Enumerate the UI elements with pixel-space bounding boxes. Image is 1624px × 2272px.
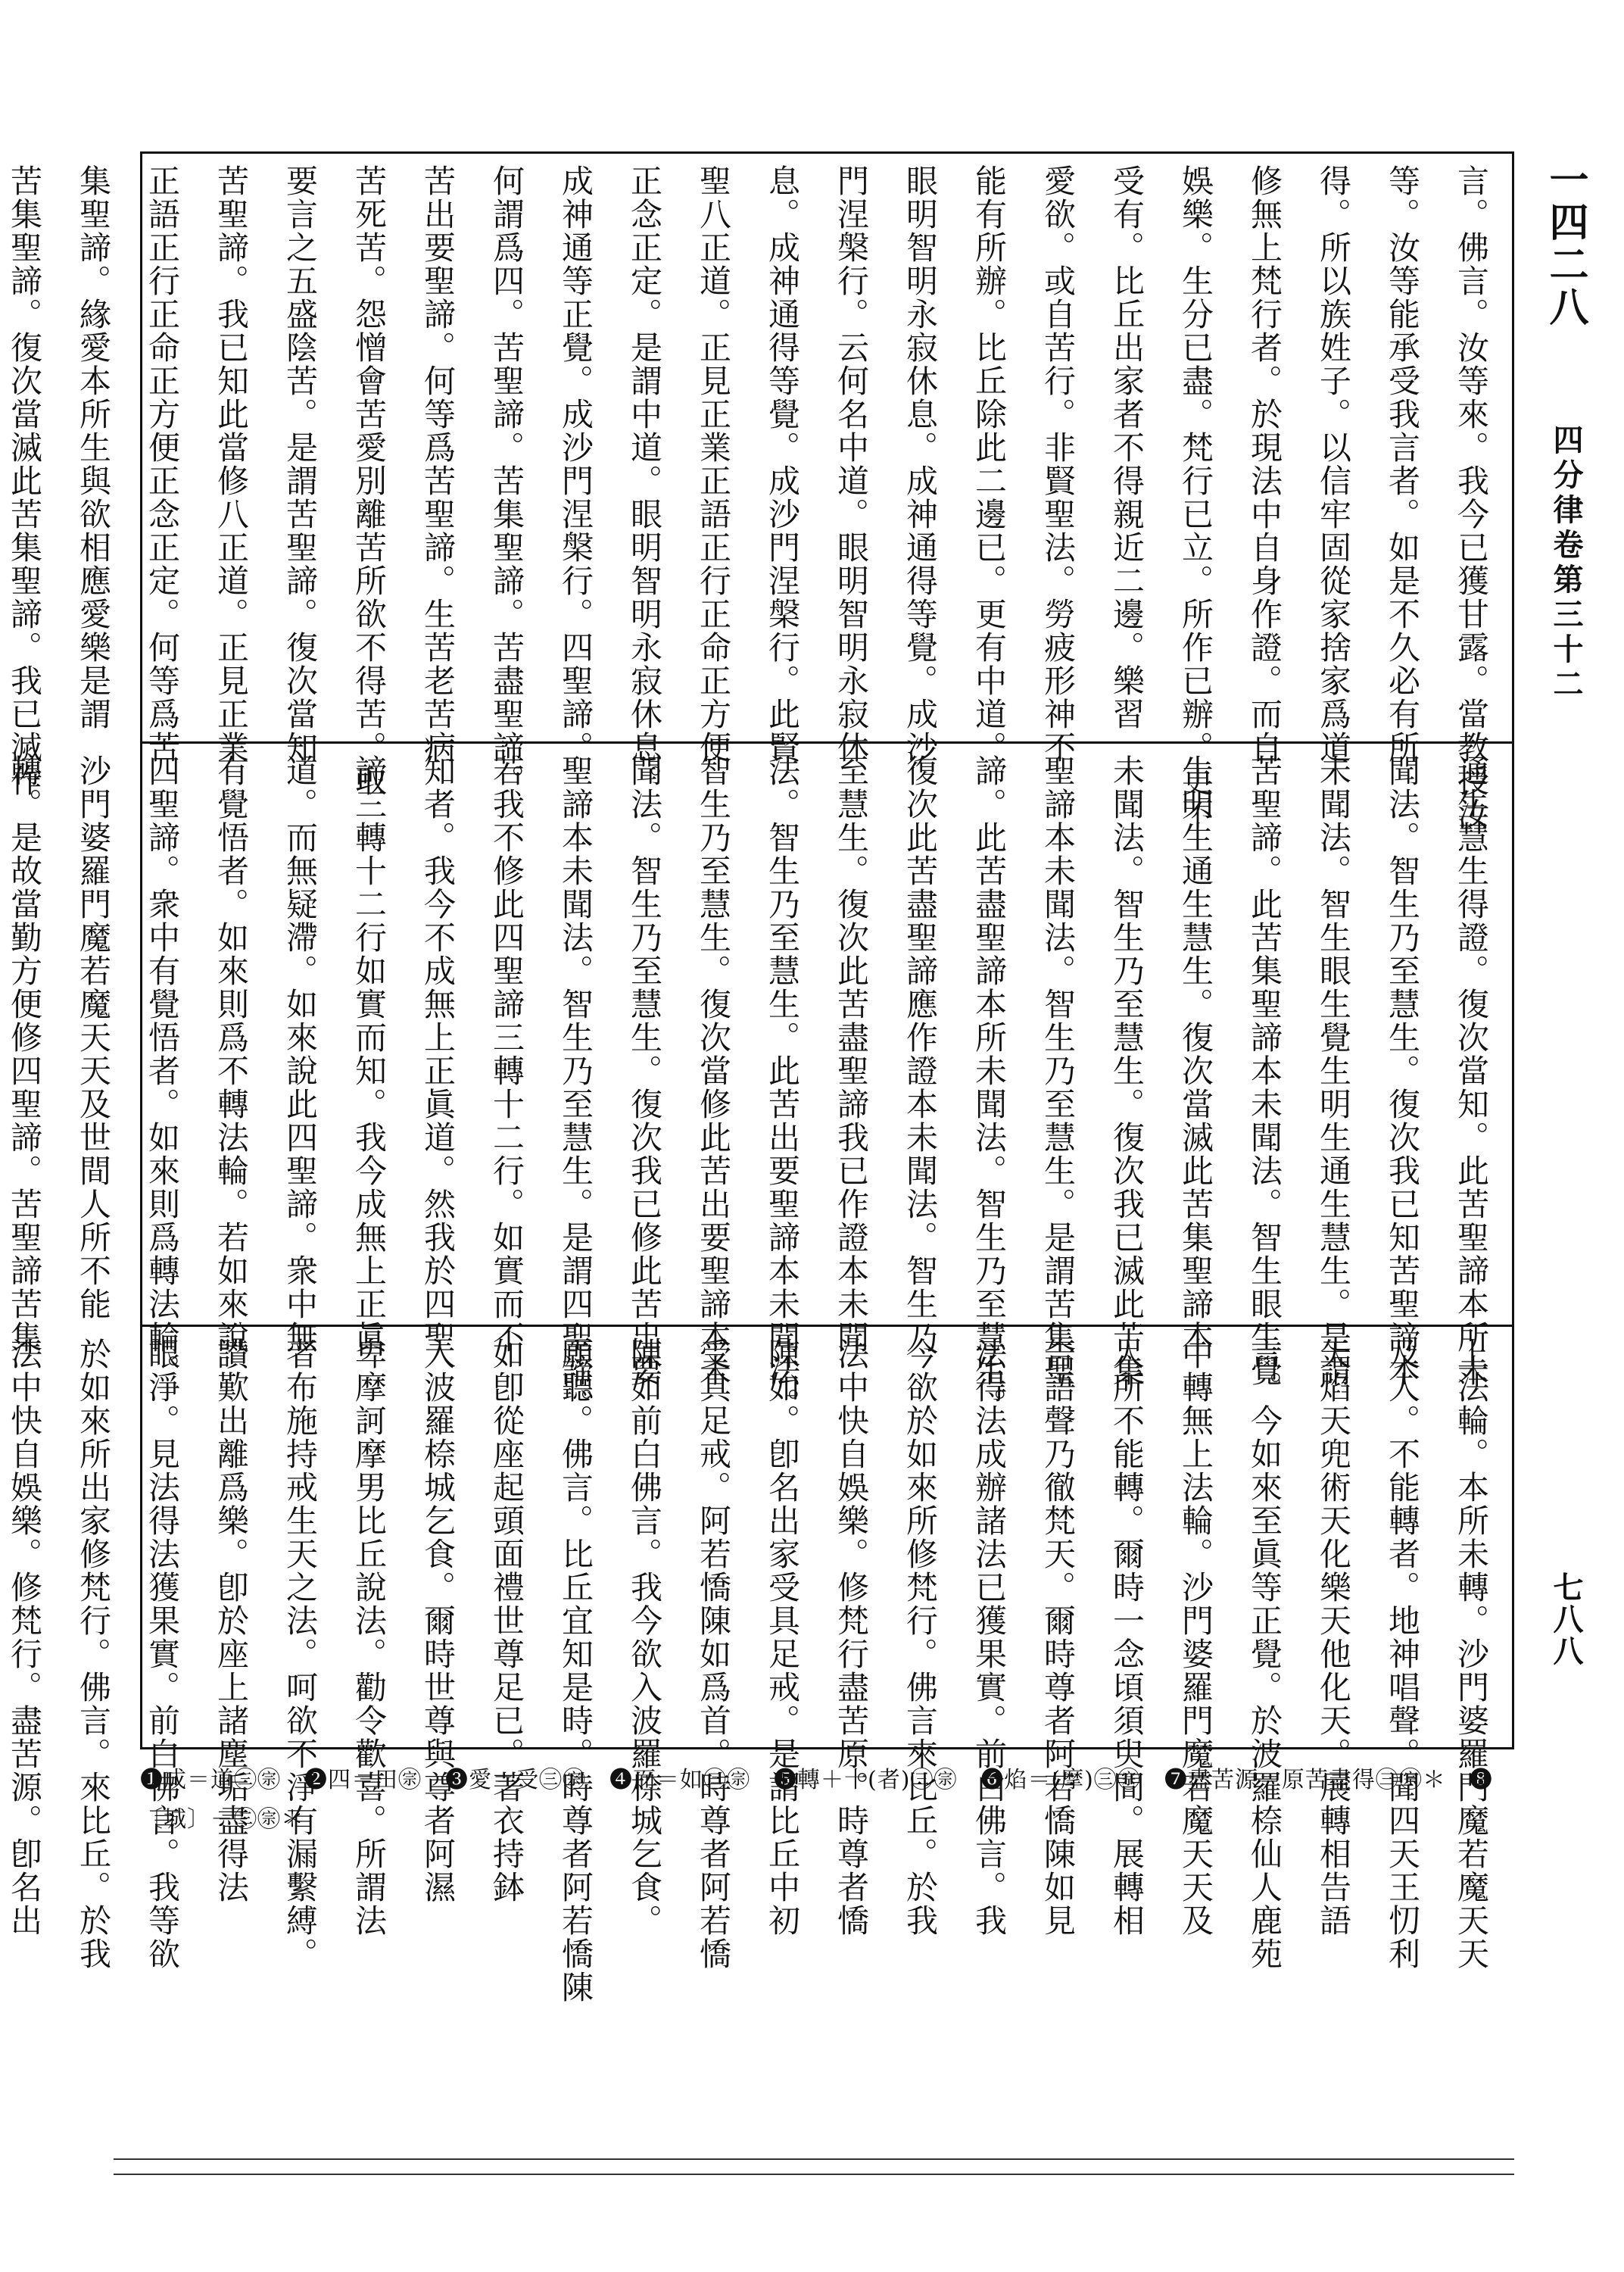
text-column: 知者。我今不成無上正眞道。然我於四聖 <box>419 754 457 1354</box>
text-column: 通生慧生得證。復次當知。此苦聖諦本所未 <box>1453 754 1490 1387</box>
text-column: 苦出要聖諦。何等爲苦聖諦。生苦老苦病 <box>419 164 457 764</box>
text-column: 要言之五盛陰苦。是謂苦聖諦。復次當知 <box>282 164 319 764</box>
text-column: 苦集聖諦。復次當滅此苦集聖諦。我已滅作 <box>6 164 43 797</box>
text-column: 苦聖諦。此苦集聖諦本未聞法。智生眼生覺 <box>1246 754 1283 1387</box>
text-column: 聞法。智生乃至慧生。復次我已修此苦出要 <box>626 754 663 1387</box>
text-column: 何謂爲四。苦聖諦。苦集聖諦。苦盡聖諦。 <box>488 164 525 797</box>
text-column: 息。成神通得等覺。成沙門涅槃行。此賢 <box>764 164 801 764</box>
text-column: 受有。比丘出家者不得親近二邊。樂習 <box>1108 164 1146 731</box>
text-column: 者布施持戒生天之法。呵欲不淨有漏繫縛。 <box>282 1337 319 1971</box>
text-column: 正念正定。是謂中道。眼明智明永寂休息。 <box>626 164 663 797</box>
text-column: 法得法成辦諸法已獲果實。前白佛言。我 <box>971 1337 1008 1937</box>
text-column: 若我不修此四聖諦三轉十二行。如實而不 <box>488 754 525 1354</box>
text-column: 有覺悟者。如來則爲不轉法輪。若如來說 <box>213 754 250 1354</box>
text-column: 集聖諦。緣愛本所生與欲相應愛樂是謂 <box>75 164 112 731</box>
text-column: 陳如。卽名出家受具足戒。是謂比丘中初 <box>764 1337 801 1937</box>
footer-rule <box>114 2158 1514 2160</box>
text-column: 道。而無疑滯。如來說此四聖諦。衆中無 <box>282 754 319 1354</box>
text-column: 苦聖諦。我已知此當修八正道。正見正業 <box>213 164 250 764</box>
text-column: 門涅槃行。云何名中道。眼明智明永寂休 <box>833 164 870 764</box>
text-column: 聖諦本未聞法。智生乃至慧生。是謂苦集聖 <box>1040 754 1077 1387</box>
register-text <box>6 154 1512 831</box>
text-column: 諦。此苦盡聖諦本所未聞法。智生乃至慧生。 <box>971 754 1008 1421</box>
text-column: 娛樂。生分已盡。梵行已立。所作已辦。更不 <box>1177 164 1214 831</box>
footer-rule <box>114 2174 1514 2175</box>
text-register-middle <box>6 741 1512 1421</box>
text-column: 生明生通生慧生。復次當滅此苦集聖諦本 <box>1177 754 1214 1354</box>
text-column: 修無上梵行者。於現法中自身作證。而自 <box>1246 164 1283 764</box>
text-column: 天焰天兜術天化樂天他化天。展轉相告語 <box>1315 1337 1352 1937</box>
book-title: 四分律卷第三十二 <box>1548 424 1584 703</box>
text-column: 言。今如來至眞等正覺。於波羅㮈仙人鹿苑 <box>1246 1337 1283 1971</box>
text-column: 卑摩訶摩男比丘說法。勸令歡喜。所謂法 <box>351 1337 388 1937</box>
text-column: 愛欲。或自苦行。非賢聖法。勞疲形神不 <box>1040 164 1077 764</box>
text-column: 至慧生。復次此苦盡聖諦我已作證本未聞 <box>833 754 870 1354</box>
text-column: 聖八正道。正見正業正語正行正命正方便 <box>695 164 732 764</box>
text-column: 眼淨。見法得法獲果實。前白佛言。我等欲 <box>144 1337 181 1971</box>
text-column: 得。所以族姓子。以信牢固從家捨家爲道 <box>1315 164 1352 764</box>
text-column: 及人。不能轉者。地神唱聲。聞四天王忉利 <box>1384 1337 1421 1971</box>
text-column: 法中快自娛樂。修梵行盡苦原。時尊者憍 <box>833 1337 870 1937</box>
text-column: 復次此苦盡聖諦應作證本未聞法。智生乃 <box>902 754 939 1354</box>
text-column: 眼明智明永寂休息。成神通得等覺。成沙 <box>902 164 939 764</box>
text-column: 願聽。佛言。比丘宜知是時。時尊者阿若憍陳 <box>557 1337 594 2004</box>
text-column: 正語正行正命正方便正念正定。何等爲苦 <box>144 164 181 764</box>
text-register-top <box>6 154 1512 831</box>
textual-apparatus: ❶成＝道㊂㊪ ❷四＝田㊪ ❸愛＝受㊂㊪ ❹而＝如㊂㊪ ❺轉＋十(者)㊂㊪ ❻焰＝(摩)㊂㊪ ❼盡苦源＝原苦盡得㊂㊪＊ ❽〔城〕－㊂㊪＊ <box>140 1767 1493 1833</box>
text-column: 未聞法。智生眼生覺生明生通生慧生。是謂 <box>1315 754 1352 1387</box>
text-column: 陳如前白佛言。我今欲入波羅㮈城乞食。 <box>626 1337 663 1937</box>
text-column: 人所不能轉。爾時一念頃須臾間。展轉相 <box>1108 1337 1146 1937</box>
text-column: 聞法。智生乃至慧生。復次我已知苦聖諦本 <box>1384 754 1421 1387</box>
text-column: 智生乃至慧生。復次當修此苦出要聖諦本未 <box>695 754 732 1387</box>
text-column: 成神通等正覺。成沙門涅槃行。四聖諦。 <box>557 164 594 764</box>
text-column: 轉。是故當勤方便修四聖諦。苦聖諦苦集 <box>6 754 43 1354</box>
text-column: 上法輪。本所未轉。沙門婆羅門魔若魔天天 <box>1453 1337 1490 1971</box>
text-column: 聖諦本未聞法。智生乃至慧生。是謂四聖諦。 <box>557 754 594 1421</box>
text-column: 能有所辦。比丘除此二邊已。更有中道。 <box>971 164 1008 764</box>
text-column: 四聖諦。衆中有覺悟者。如來則爲轉法輪。 <box>144 754 181 1387</box>
text-column: 於如來所出家修梵行。佛言。來比丘。於我 <box>75 1337 112 1971</box>
text-column: 沙門婆羅門魔若魔天天及世間人所不能 <box>75 754 112 1321</box>
text-column: 等。汝等能承受我言者。如是不久必有所 <box>1384 164 1421 764</box>
folio-number: 七八八 <box>1548 1571 1584 1667</box>
text-column: 諦三轉十二行如實而知。我今成無上正眞 <box>351 754 388 1354</box>
text-column: 今欲於如來所修梵行。佛言來比丘。於我 <box>902 1337 939 1937</box>
text-column: 苦死苦。怨憎會苦愛別離苦所欲不得苦。取 <box>351 164 388 797</box>
page-number: 一四二八 <box>1542 159 1588 329</box>
text-column: 法。智生乃至慧生。此苦出要聖諦本未聞法。 <box>764 754 801 1421</box>
text-column: 法中快自娛樂。修梵行。盡苦源。卽名出 <box>6 1337 43 1937</box>
text-column: 如卽從座起頭面禮世尊足已。著衣持鉢 <box>488 1337 525 1904</box>
register-text <box>6 744 1512 1421</box>
text-column: 未聞法。智生乃至慧生。復次我已滅此苦集 <box>1108 754 1146 1387</box>
text-column: 言。佛言。汝等來。我今已獲甘露。當教授汝 <box>1453 164 1490 831</box>
text-column: 中轉無上法輪。沙門婆羅門魔若魔天天及 <box>1177 1337 1214 1937</box>
text-column: 入波羅㮈城乞食。爾時世尊與尊者阿濕 <box>419 1337 457 1904</box>
text-column: 告語聲乃徹梵天。爾時尊者阿若憍陳如見 <box>1040 1337 1077 1937</box>
text-column: 受具足戒。阿若憍陳如爲首。時尊者阿若憍 <box>695 1337 732 1971</box>
text-column: 讃歎出離爲樂。卽於座上諸塵垢盡得法 <box>213 1337 250 1904</box>
